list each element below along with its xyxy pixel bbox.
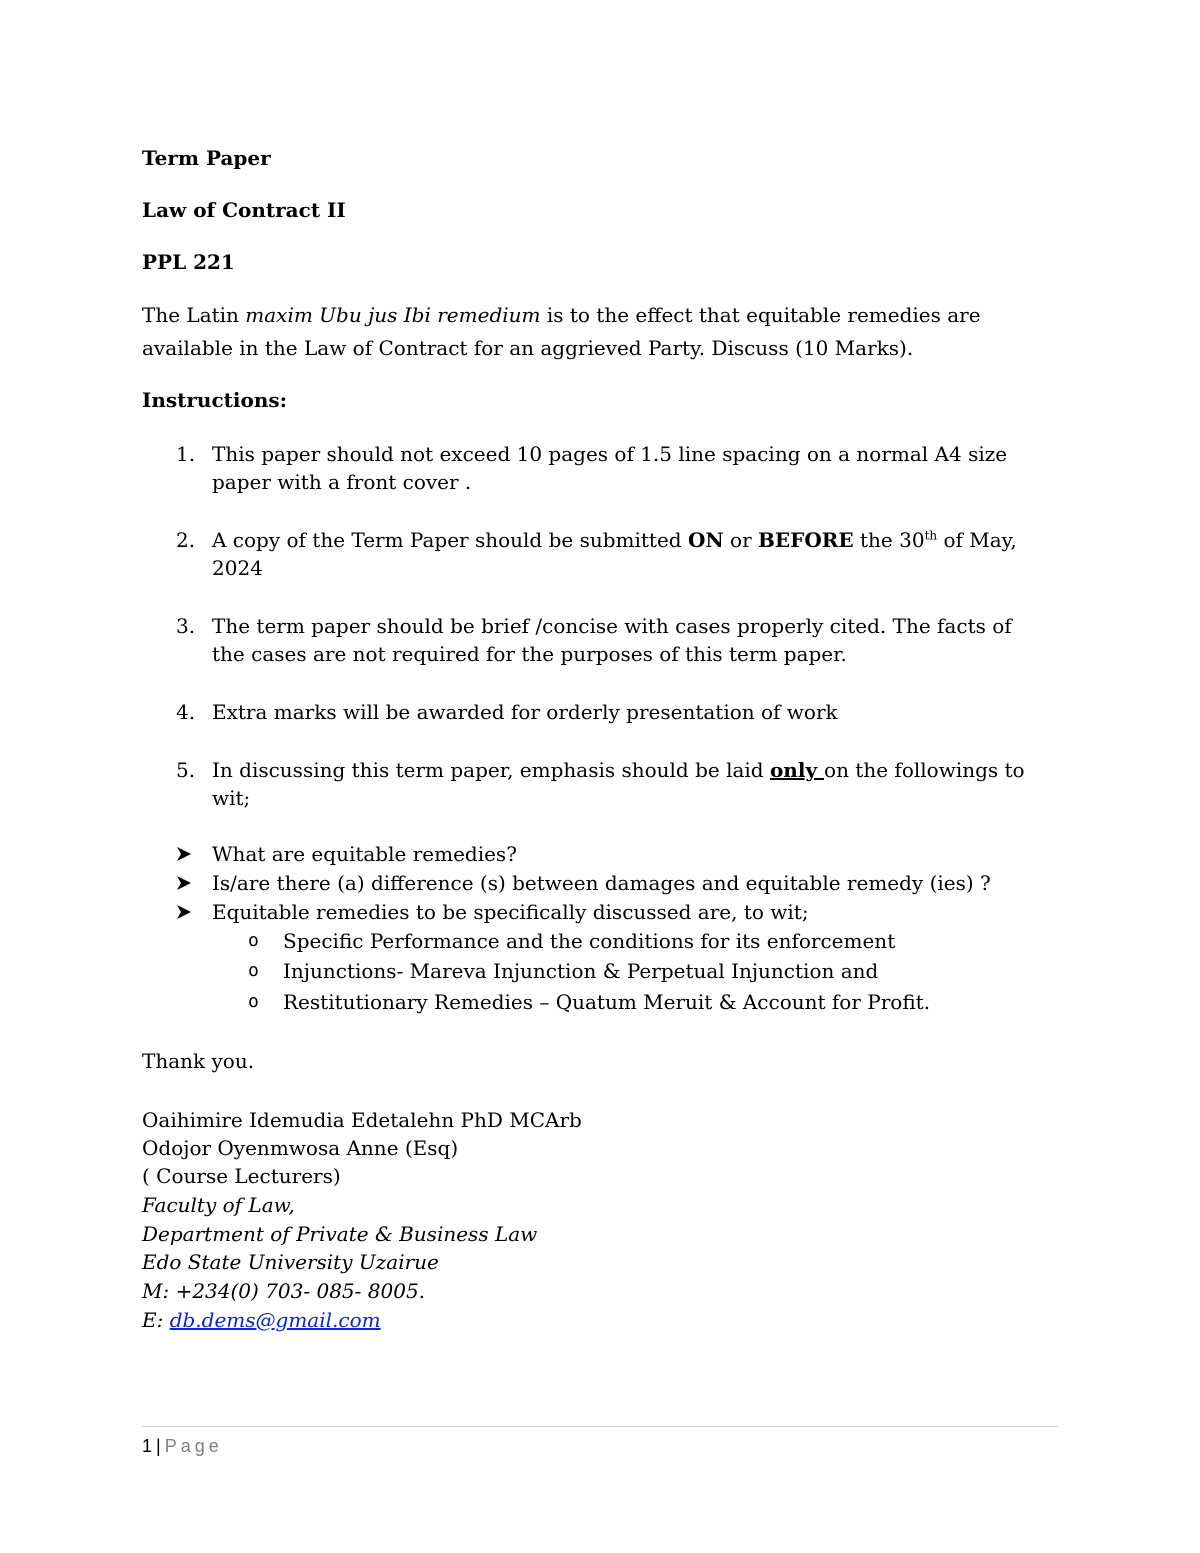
- question-text-a: The Latin: [142, 303, 246, 327]
- bullet-item: Is/are there (a) difference (s) between damages and equitable remedy (ies) ?: [212, 871, 991, 895]
- lecturer-name-2: Odojor Oyenmwosa Anne (Esq): [142, 1136, 459, 1160]
- faculty: Faculty of Law,: [142, 1193, 295, 1217]
- page-footer: [142, 1432, 223, 1460]
- sub-bullet-item: Restitutionary Remedies – Quatum Meruit & Account for Profit.: [283, 990, 931, 1014]
- department: Department of Private & Business Law: [142, 1222, 538, 1246]
- bullet-item: Equitable remedies to be specifically discussed are, to wit;: [212, 900, 809, 924]
- item-5-line-1: [212, 756, 1025, 784]
- doc-title: Term Paper: [142, 146, 271, 170]
- item-5-line-2: wit;: [212, 786, 251, 810]
- sub-bullet-item: Specific Performance and the conditions for its enforcement: [283, 929, 896, 953]
- latin-maxim: maxim Ubu jus Ibi remedium: [245, 303, 541, 327]
- item-5-only: only: [769, 758, 825, 782]
- item-2-before: BEFORE: [758, 528, 854, 552]
- item-2-text-c: the 30: [853, 528, 925, 552]
- arrow-bullet-icon: [176, 898, 192, 926]
- item-number: 3.: [176, 614, 196, 638]
- sub-bullet-marker: o: [248, 960, 259, 981]
- sub-bullet-marker: o: [248, 991, 259, 1012]
- item-2-text-a: A copy of the Term Paper should be submitted: [212, 528, 688, 552]
- email-line: [142, 1306, 381, 1334]
- sub-bullet-item: Injunctions- Mareva Injunction & Perpetual Injunction and: [283, 959, 879, 983]
- phone-number: M: +234(0) 703- 085- 8005.: [142, 1279, 426, 1303]
- page-word: Page: [164, 1436, 223, 1456]
- question-text-b: is to the effect that equitable remedies are: [540, 303, 981, 327]
- item-number: 4.: [176, 700, 196, 724]
- course-code: PPL 221: [142, 250, 235, 274]
- lecturer-name-1: Oaihimire Idemudia Edetalehn PhD MCArb: [142, 1108, 582, 1132]
- item-2-on: ON: [687, 528, 724, 552]
- university: Edo State University Uzairue: [142, 1250, 439, 1274]
- closing-text: Thank you.: [142, 1049, 255, 1073]
- lecturer-role: ( Course Lecturers): [142, 1164, 341, 1188]
- item-5-text-b: on the followings to: [824, 758, 1025, 782]
- question-line-1: [142, 301, 981, 329]
- email-prefix: E:: [142, 1308, 170, 1332]
- item-2-line-2: 2024: [212, 556, 263, 580]
- item-2-text-b: or: [723, 528, 758, 552]
- item-3-line-1: The term paper should be brief /concise with cases properly cited. The facts of: [212, 614, 1012, 638]
- arrow-bullet-icon: [176, 869, 192, 897]
- item-2-text-d: of May,: [937, 528, 1017, 552]
- item-2-line-1: [212, 526, 1017, 554]
- footer-separator: |: [156, 1436, 161, 1456]
- bullet-item: What are equitable remedies?: [212, 842, 517, 866]
- item-2-superscript: th: [924, 528, 938, 543]
- item-4-line-1: Extra marks will be awarded for orderly presentation of work: [212, 700, 838, 724]
- course-name: Law of Contract II: [142, 198, 346, 222]
- item-number: 5.: [176, 758, 196, 782]
- email-link[interactable]: db.dems@gmail.com: [169, 1308, 381, 1332]
- page-number: 1: [142, 1436, 153, 1456]
- footer-divider: [142, 1426, 1058, 1427]
- item-1-line-1: This paper should not exceed 10 pages of 1.5 line spacing on a normal A4 size: [212, 442, 1008, 466]
- arrow-bullet-icon: [176, 840, 192, 868]
- question-line-2: available in the Law of Contract for an aggrieved Party. Discuss (10 Marks).: [142, 336, 914, 360]
- item-number: 2.: [176, 528, 196, 552]
- item-5-text-a: In discussing this term paper, emphasis should be laid: [212, 758, 770, 782]
- item-1-line-2: paper with a front cover .: [212, 470, 472, 494]
- item-number: 1.: [176, 442, 196, 466]
- sub-bullet-marker: o: [248, 930, 259, 951]
- item-3-line-2: the cases are not required for the purposes of this term paper.: [212, 642, 847, 666]
- instructions-heading: Instructions:: [142, 388, 288, 412]
